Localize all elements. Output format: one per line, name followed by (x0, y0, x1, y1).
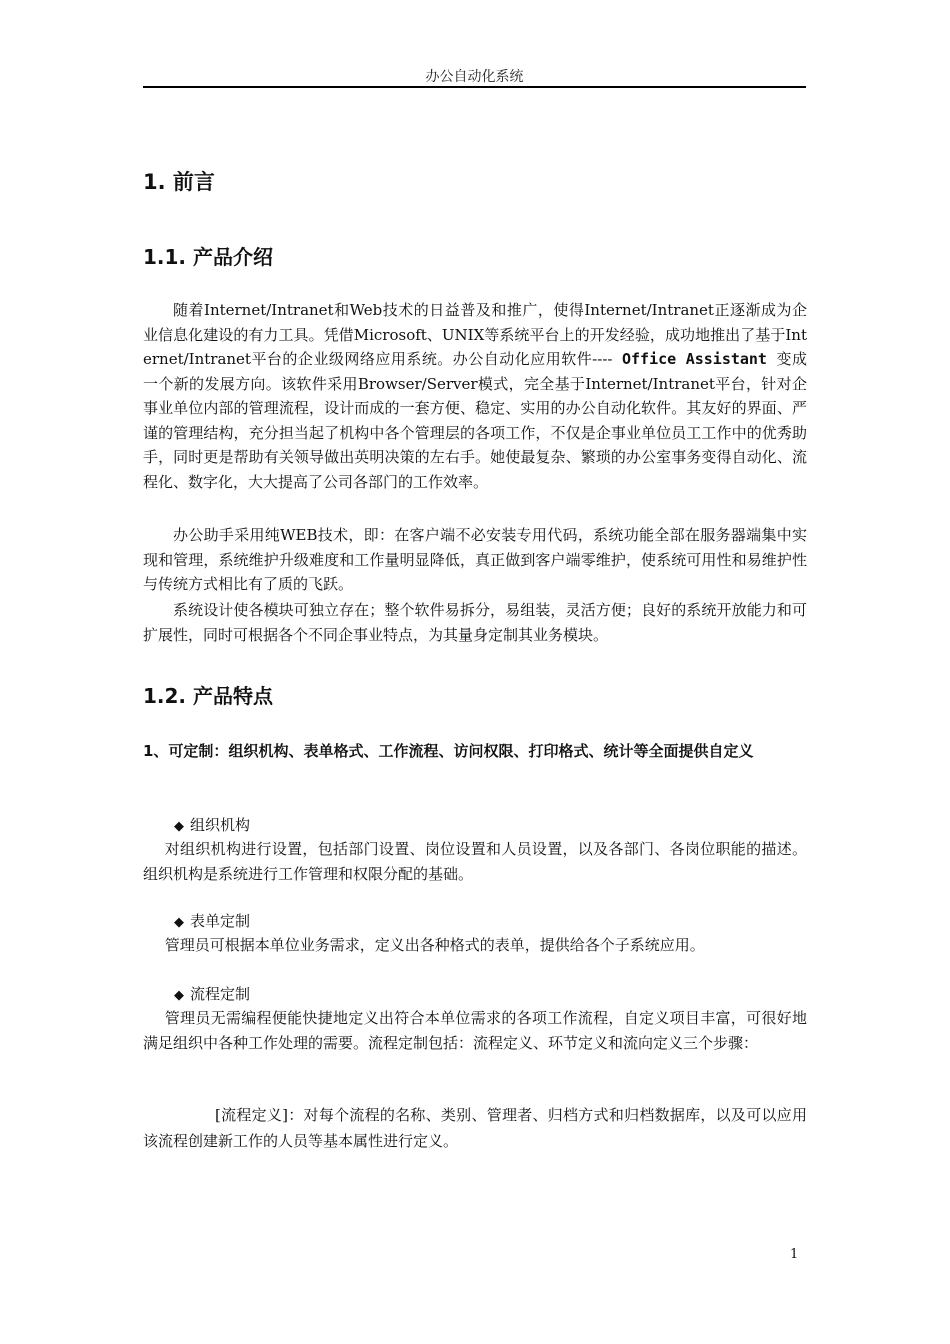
bullet-item (174, 983, 250, 1007)
intro-p1-text-b: 变成一个新的发展方向。该软件采用Browser/Server模式，完全基于Internet/Intranet平台，针对企事业单位内部的管理流程，设计而成的一套方便、稳定、实用的办公自动化软件。其友好的界面、严谨的管理结构，充分担当起了机构中各个管理层的各项工作，不仅是企事业单位员工工作中的优秀助手，同时更是帮助有关领导做出英明决策的左右手。她使最复杂、繁琐的办公室事务变得自动化、流程化、数字化，大大提高了公司各部门的工作效率。 (143, 350, 807, 491)
header-rule (143, 86, 806, 88)
bullet-label: 流程定制 (190, 985, 251, 1003)
intro-paragraph-3: 系统设计使各模块可独立存在；整个软件易拆分，易组装，灵活方便；良好的系统开放能力和可扩展性，同时可根据各个不同企事业特点，为其量身定制其业务模块。 (143, 601, 807, 644)
intro-paragraph-1 (143, 298, 807, 494)
bullet-description: 对组织机构进行设置，包括部门设置、岗位设置和人员设置，以及各部门、各岗位职能的描述。组织机构是系统进行工作管理和权限分配的基础。 (143, 840, 807, 883)
feature-title: 1、可定制：组织机构、表单格式、工作流程、访问权限、打印格式、统计等全面提供自定义 (143, 742, 754, 760)
bullet-item (174, 910, 250, 934)
diamond-bullet-icon: ◆ (174, 988, 184, 1003)
process-step-definition: [流程定义]：对每个流程的名称、类别、管理者、归档方式和归档数据库，以及可以应用该流程创建新工作的人员等基本属性进行定义。 (143, 1106, 807, 1150)
bullet-description: 管理员无需编程便能快捷地定义出符合本单位需求的各项工作流程，自定义项目丰富，可很好地满足组织中各种工作处理的需要。流程定制包括：流程定义、环节定义和流向定义三个步骤： (143, 1009, 807, 1052)
diamond-bullet-icon: ◆ (174, 915, 184, 930)
bullet-item (174, 814, 250, 838)
diamond-bullet-icon: ◆ (174, 819, 184, 834)
product-name: Office Assistant (612, 350, 777, 368)
intro-paragraph-2: 办公助手采用纯WEB技术，即：在客户端不必安装专用代码，系统功能全部在服务器端集中实现和管理，系统维护升级难度和工作量明显降低，真正做到客户端零维护，使系统可用性和易维护性与传统方式相比有了质的飞跃。 (143, 526, 807, 593)
bullet-description: 管理员可根据本单位业务需求，定义出各种格式的表单，提供给各个子系统应用。 (164, 936, 705, 954)
section-heading-product-intro: 1.1. 产品介绍 (143, 245, 273, 269)
bullet-label: 组织机构 (190, 816, 251, 834)
page-header: 办公自动化系统 (425, 69, 524, 85)
section-heading-product-features: 1.2. 产品特点 (143, 684, 273, 708)
section-heading-preface: 1. 前言 (143, 170, 215, 194)
intro-p1-text-a: 随着Internet/Intranet和Web技术的日益普及和推广，使得Internet/Intranet正逐渐成为企业信息化建设的有力工具。凭借Microsoft、UNIX等系统平台上的开发经验，成功地推出了基于Internet/Intranet平台的企业级网络应用系统。办公自动化应用软件---- (143, 301, 807, 368)
bullet-label: 表单定制 (190, 912, 251, 930)
page-number: 1 (790, 1247, 799, 1262)
